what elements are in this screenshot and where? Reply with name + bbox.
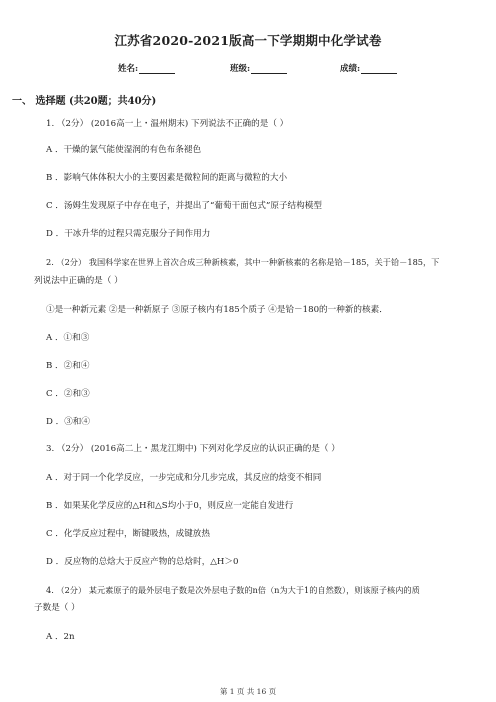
class-label: 班级: [230, 64, 251, 74]
page-title: 江苏省2020-2021版高一下学期期中化学试卷 [114, 33, 382, 48]
name-label: 姓名: [118, 64, 139, 74]
question-2-statement: ①是一种新元素 ②是一种新原子 ③原子核内有185个质子 ④是铪－180的一种新的核素． [46, 305, 388, 315]
class-blank [251, 65, 287, 74]
class-field [230, 62, 287, 74]
question-4-option-a: A ．2n [46, 632, 75, 642]
question-4-stem: 4. （2分） 某元素原子的最外层电子数是次外层电子数的n倍（n为大于1的自然数），则该原子核内的质 [46, 585, 420, 595]
section-heading: 一、 选择题 (共20题；共40分) [12, 96, 157, 107]
question-2-option-b: B ．②和④ [46, 361, 90, 371]
question-3-option-b: B ．如果某化学反应的△H和△S均小于0，则反应一定能自发进行 [46, 501, 294, 511]
question-1-stem: 1. （2分） (2016高一上・温州期末) 下列说法不正确的是（ ） [46, 119, 289, 129]
question-1-option-a: A ．干燥的氯气能使湿润的有色布条褪色 [46, 145, 202, 155]
question-3-option-d: D ．反应物的总焓大于反应产物的总焓时，△H＞0 [46, 557, 239, 567]
score-field [340, 62, 397, 74]
page-footer: 第 1 页 共 16 页 [219, 687, 277, 696]
question-3-option-a: A ．对于同一个化学反应，一步完成和分几步完成，其反应的焓变不相同 [46, 473, 322, 483]
question-2-option-c: C ．②和③ [46, 389, 90, 399]
question-4-stem-continued: 子数是（ ） [34, 603, 80, 613]
score-label: 成绩: [340, 64, 361, 74]
question-2-option-d: D ．③和④ [46, 417, 90, 427]
name-field [118, 62, 175, 74]
question-3-stem: 3. （2分） (2016高二上・黑龙江期中) 下列对化学反应的认识正确的是（ ） [46, 444, 340, 454]
question-1-option-b: B ．影响气体体积大小的主要因素是微粒间的距离与微粒的大小 [46, 173, 288, 183]
question-3-option-c: C ．化学反应过程中，断键吸热，成键放热 [46, 529, 210, 539]
name-blank [139, 65, 175, 74]
question-2-stem-continued: 列说法中正确的是（ ） [34, 276, 123, 286]
question-2-option-a: A ．①和③ [46, 333, 90, 343]
question-2-stem: 2. （2分） 我国科学家在世界上首次合成三种新核素，其中一种新核素的名称是铪－185，关于铪－185，下 [46, 257, 440, 267]
score-blank [361, 65, 397, 74]
question-1-option-d: D ．干冰升华的过程只需克服分子间作用力 [46, 229, 211, 239]
question-1-option-c: C ．汤姆生发现原子中存在电子，并提出了“葡萄干面包式”原子结构模型 [46, 201, 322, 211]
